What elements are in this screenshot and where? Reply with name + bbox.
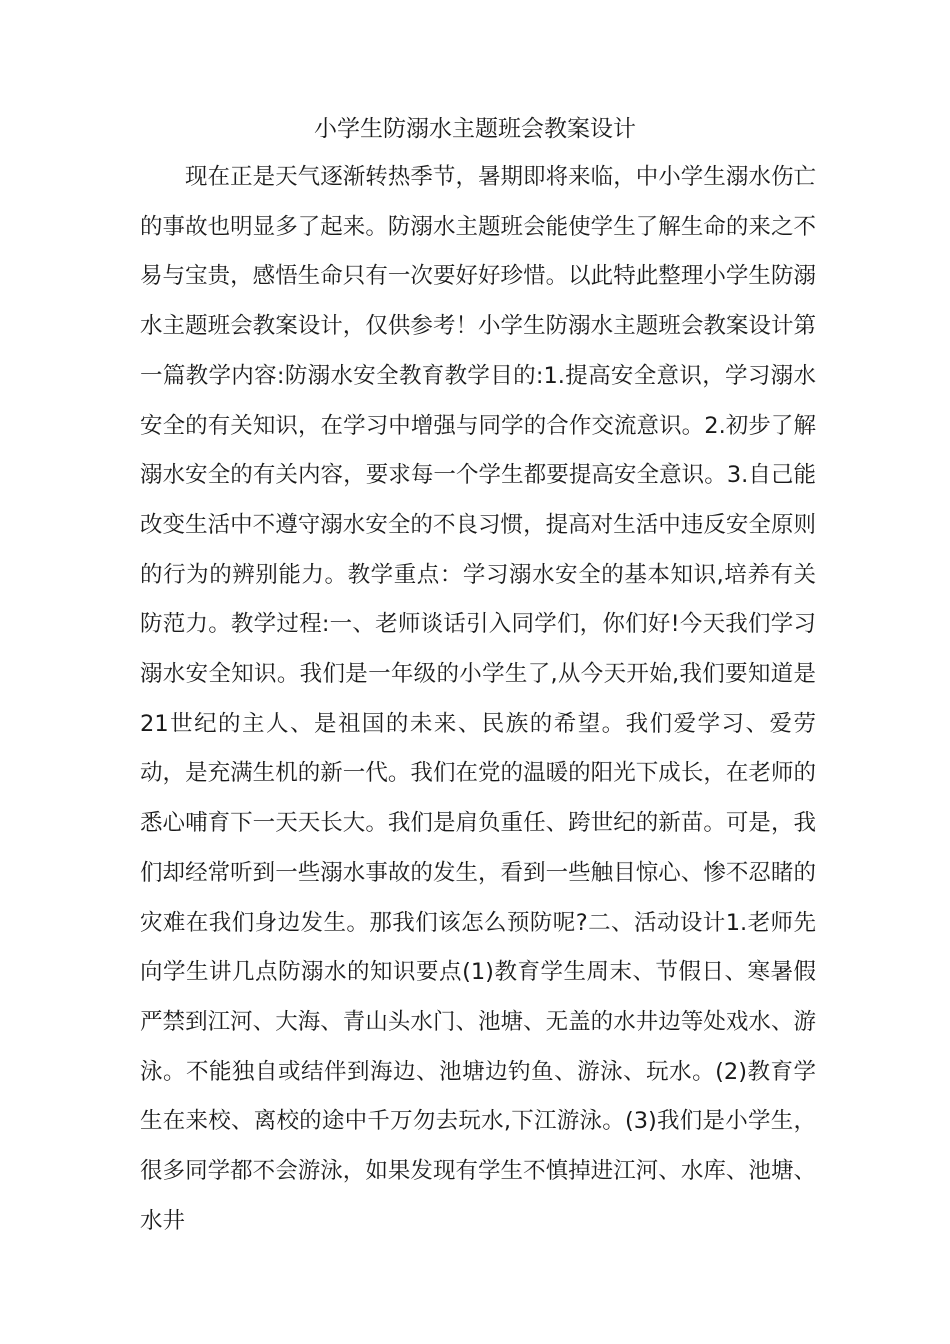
document-title: 小学生防溺水主题班会教案设计	[314, 116, 636, 142]
document-body-paragraph: 现在正是天气逐渐转热季节，暑期即将来临，中小学生溺水伤亡的事故也明显多了起来。防溺水主题班会能使学生了解生命的来之不易与宝贵，感悟生命只有一次要好好珍惜。以此特此整理小学生防溺水主题班会教案设计，仅供参考！小学生防溺水主题班会教案设计第一篇教学内容:防溺水安全教育教学目的:1.提高安全意识，学习溺水安全的有关知识，在学习中增强与同学的合作交流意识。2.初步了解溺水安全的有关内容，要求每一个学生都要提高安全意识。3.自己能改变生活中不遵守溺水安全的不良习惯，提高对生活中违反安全原则的行为的辨别能力。教学重点：学习溺水安全的基本知识,培养有关防范力。教学过程:一、老师谈话引入同学们，你们好!今天我们学习溺水安全知识。我们是一年级的小学生了,从今天开始,我们要知道是21世纪的主人、是祖国的未来、民族的希望。我们爱学习、爱劳动，是充满生机的新一代。我们在党的温暖的阳光下成长，在老师的悉心哺育下一天天长大。我们是肩负重任、跨世纪的新苗。可是，我们却经常听到一些溺水事故的发生，看到一些触目惊心、惨不忍睹的灾难在我们身边发生。那我们该怎么预防呢?二、活动设计1.老师先向学生讲几点防溺水的知识要点(1)教育学生周末、节假日、寒暑假严禁到江河、大海、青山头水门、池塘、无盖的水井边等处戏水、游泳。不能独自或结伴到海边、池塘边钓鱼、游泳、玩水。(2)教育学生在来校、离校的途中千万勿去玩水,下江游泳。(3)我们是小学生，很多同学都不会游泳，如果发现有学生不慎掉进江河、水库、池塘、水井	[140, 164, 816, 1234]
